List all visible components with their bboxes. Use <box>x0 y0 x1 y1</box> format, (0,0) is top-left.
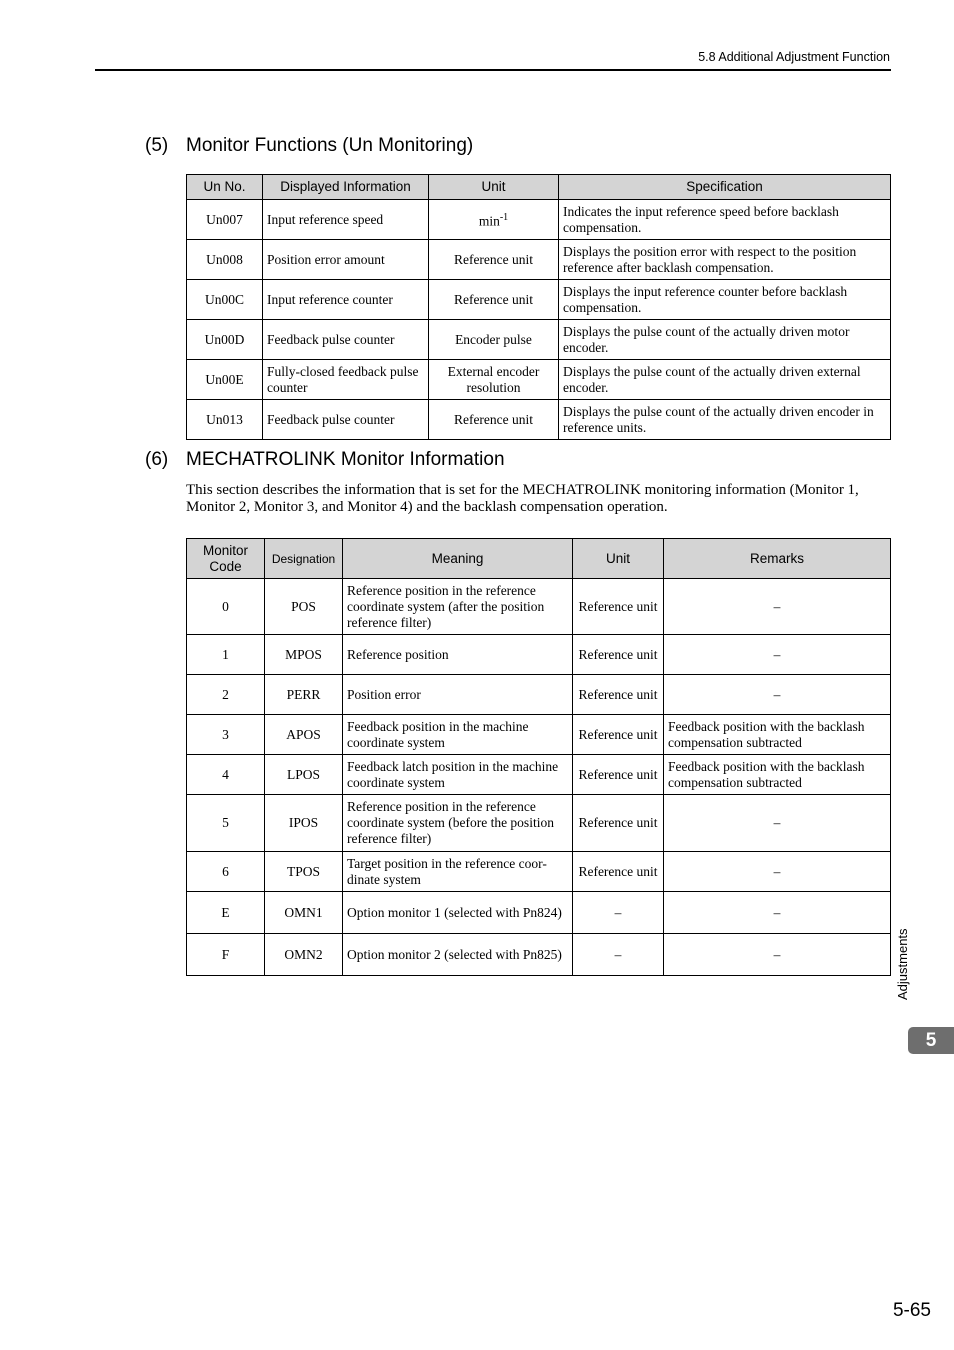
meaning: Reference position <box>343 635 573 675</box>
meaning: Feedback position in the machine coordinate system <box>343 715 573 755</box>
designation: TPOS <box>265 852 343 892</box>
remarks: – <box>664 852 891 892</box>
specification: Indicates the input reference speed before backlash compensation. <box>559 200 891 240</box>
page-number: 5-65 <box>892 1300 931 1321</box>
un-number: Un013 <box>187 400 263 440</box>
unit-text: Reference unit <box>573 579 664 635</box>
remarks: – <box>664 675 891 715</box>
table-row <box>187 320 891 360</box>
unit-text: External encoder resolution <box>429 360 559 400</box>
meaning: Position error <box>343 675 573 715</box>
specification: Displays the pulse count of the actually driven external encoder. <box>559 360 891 400</box>
table-row <box>187 200 891 240</box>
monitor-code: 6 <box>187 852 265 892</box>
remarks: – <box>664 795 891 852</box>
table-row <box>187 892 891 934</box>
unit-text: Encoder pulse <box>429 320 559 360</box>
monitor-code: 4 <box>187 755 265 795</box>
col-header-displayed-info: Displayed Information <box>263 175 429 200</box>
table-row <box>187 852 891 892</box>
designation: IPOS <box>265 795 343 852</box>
meaning: Option monitor 1 (selected with Pn824) <box>343 892 573 934</box>
un-number: Un00E <box>187 360 263 400</box>
col-header-un-no: Un No. <box>187 175 263 200</box>
specification: Displays the position error with respect to the position reference after backlash compensation. <box>559 240 891 280</box>
header-rule <box>95 69 891 71</box>
displayed-info: Fully-closed feedback pulse counter <box>263 360 429 400</box>
table-row <box>187 755 891 795</box>
remarks: Feedback position with the backlash compensation subtracted <box>664 755 891 795</box>
remarks: – <box>664 579 891 635</box>
unit-text: Reference unit <box>429 240 559 280</box>
unit-text: Reference unit <box>573 755 664 795</box>
col-header-meaning: Meaning <box>343 539 573 579</box>
section-6-title: MECHATROLINK Monitor Information <box>186 449 505 470</box>
designation: PERR <box>265 675 343 715</box>
section-5-heading <box>145 135 473 157</box>
section-6-number: (6) <box>145 449 169 470</box>
remarks: – <box>664 635 891 675</box>
un-number: Un007 <box>187 200 263 240</box>
specification: Displays the pulse count of the actually driven encoder in reference units. <box>559 400 891 440</box>
table-row <box>187 240 891 280</box>
table-row <box>187 579 891 635</box>
monitor-code: 0 <box>187 579 265 635</box>
un-monitor-table <box>186 174 891 440</box>
displayed-info: Input reference speed <box>263 200 429 240</box>
monitor-code: F <box>187 934 265 976</box>
col-header-monitor-code: Monitor Code <box>187 539 265 579</box>
table-row <box>187 795 891 852</box>
un-number: Un00C <box>187 280 263 320</box>
table-row <box>187 715 891 755</box>
designation: MPOS <box>265 635 343 675</box>
chapter-tab: 5 <box>908 1027 954 1054</box>
col-header-specification: Specification <box>559 175 891 200</box>
section-6-intro: This section describes the information that is set for the MECHATROLINK monitoring information (Monitor 1, Monitor 2, Monitor 3, and Monitor 4) and the backlash compensation operation. <box>186 482 859 515</box>
unit-text: min <box>478 213 500 229</box>
meaning: Feedback latch position in the machine coordinate system <box>343 755 573 795</box>
unit-text: – <box>573 892 664 934</box>
table-row <box>187 635 891 675</box>
un-number: Un00D <box>187 320 263 360</box>
unit-text: Reference unit <box>573 675 664 715</box>
specification: Displays the input reference counter before backlash compensation. <box>559 280 891 320</box>
col-header-designation: Designation <box>265 539 343 579</box>
table-row <box>187 360 891 400</box>
remarks: Feedback position with the backlash compensation subtracted <box>664 715 891 755</box>
remarks: – <box>664 892 891 934</box>
unit-text: Reference unit <box>573 715 664 755</box>
col-header-remarks: Remarks <box>664 539 891 579</box>
monitor-code: 2 <box>187 675 265 715</box>
col-header-unit: Unit <box>429 175 559 200</box>
monitor-code: 1 <box>187 635 265 675</box>
table-row <box>187 400 891 440</box>
chapter-side-label: Adjustments <box>895 928 910 1000</box>
running-header: 5.8 Additional Adjustment Function <box>698 50 890 64</box>
section-6-heading <box>145 449 505 471</box>
table-header-row <box>187 539 891 579</box>
unit-superscript: -1 <box>499 211 509 223</box>
table-row <box>187 280 891 320</box>
meaning: Reference position in the reference coordinate system (after the position reference filter) <box>343 579 573 635</box>
designation: LPOS <box>265 755 343 795</box>
monitor-code: 5 <box>187 795 265 852</box>
table-row <box>187 934 891 976</box>
designation: APOS <box>265 715 343 755</box>
monitor-code: E <box>187 892 265 934</box>
displayed-info: Feedback pulse counter <box>263 400 429 440</box>
mechatrolink-monitor-table <box>186 538 891 976</box>
meaning: Target position in the reference coor-dinate system <box>343 852 573 892</box>
table-row <box>187 675 891 715</box>
unit-text: Reference unit <box>573 852 664 892</box>
monitor-code: 3 <box>187 715 265 755</box>
designation: OMN1 <box>265 892 343 934</box>
section-5-title: Monitor Functions (Un Monitoring) <box>186 135 474 156</box>
meaning: Reference position in the reference coordinate system (before the position reference filter) <box>343 795 573 852</box>
un-number: Un008 <box>187 240 263 280</box>
displayed-info: Input reference counter <box>263 280 429 320</box>
unit-text: Reference unit <box>429 280 559 320</box>
unit-text: Reference unit <box>573 635 664 675</box>
section-5-number: (5) <box>145 135 169 156</box>
unit-text: Reference unit <box>429 400 559 440</box>
unit-text: – <box>573 934 664 976</box>
unit-cell <box>429 200 559 240</box>
designation: POS <box>265 579 343 635</box>
displayed-info: Feedback pulse counter <box>263 320 429 360</box>
remarks: – <box>664 934 891 976</box>
unit-text: Reference unit <box>573 795 664 852</box>
meaning: Option monitor 2 (selected with Pn825) <box>343 934 573 976</box>
designation: OMN2 <box>265 934 343 976</box>
specification: Displays the pulse count of the actually driven motor encoder. <box>559 320 891 360</box>
col-header-unit: Unit <box>573 539 664 579</box>
displayed-info: Position error amount <box>263 240 429 280</box>
table-header-row <box>187 175 891 200</box>
